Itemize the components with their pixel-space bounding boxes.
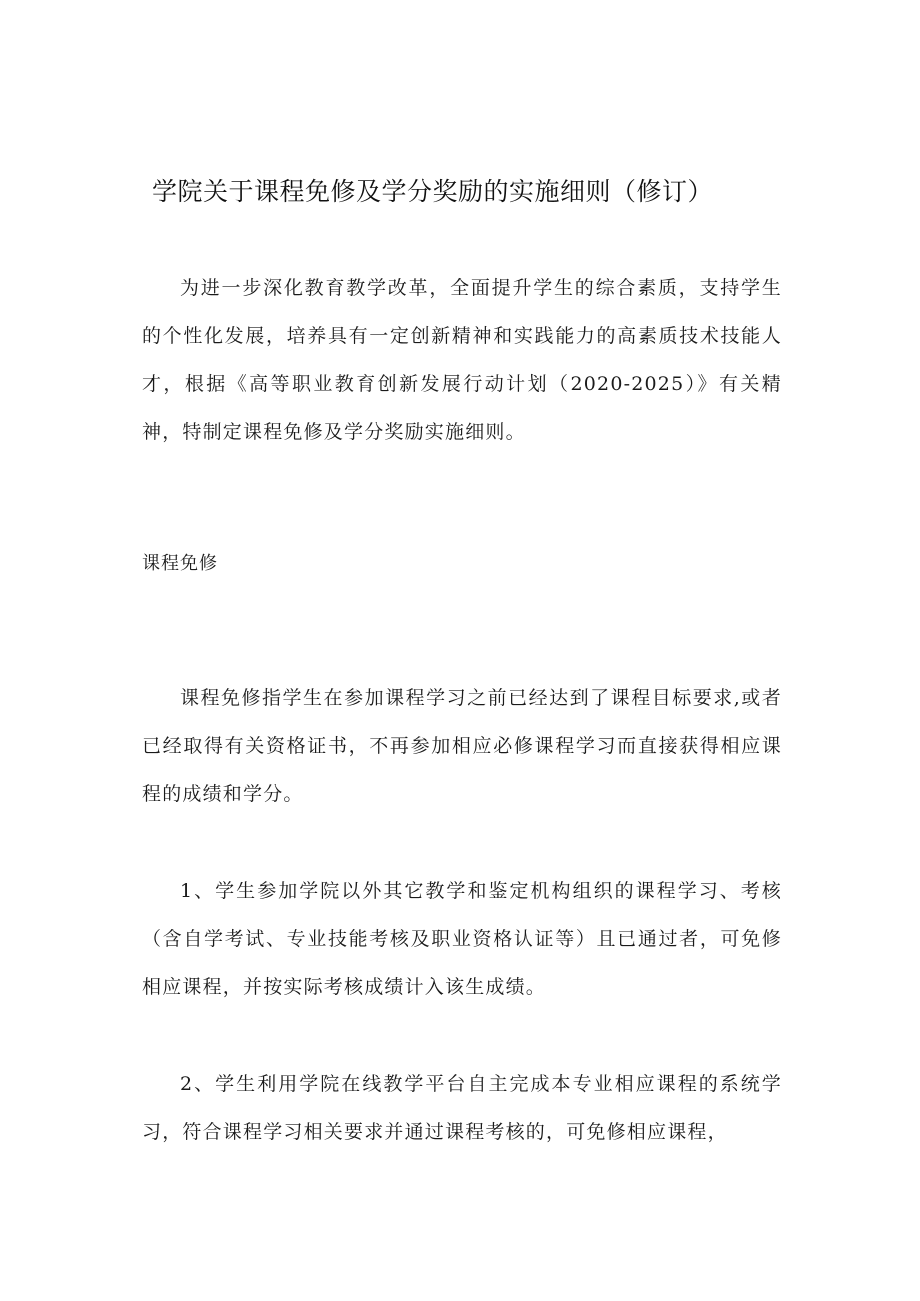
intro-paragraph: 为进一步深化教育教学改革，全面提升学生的综合素质，支持学生的个性化发展，培养具有一定创新精神和实践能力的高素质技术技能人才，根据《高等职业教育创新发展行动计划（2020-2025）》有关精神，特制定课程免修及学分奖励实施细则。	[142, 277, 782, 443]
rule-item-2: 2、学生利用学院在线教学平台自主完成本专业相应课程的系统学习，符合课程学习相关要求并通过课程考核的，可免修相应课程，	[142, 1073, 782, 1143]
definition-paragraph: 课程免修指学生在参加课程学习之前已经达到了课程目标要求,或者已经取得有关资格证书，不再参加相应必修课程学习而直接获得相应课程的成绩和学分。	[142, 687, 782, 805]
document-title: 学院关于课程免修及学分奖励的实施细则（修订）	[152, 177, 714, 206]
section-heading: 课程免修	[142, 553, 218, 574]
rule-item-1: 1、学生参加学院以外其它教学和鉴定机构组织的课程学习、考核（含自学考试、专业技能考核及职业资格认证等）且已通过者，可免修相应课程，并按实际考核成绩计入该生成绩。	[142, 880, 782, 998]
